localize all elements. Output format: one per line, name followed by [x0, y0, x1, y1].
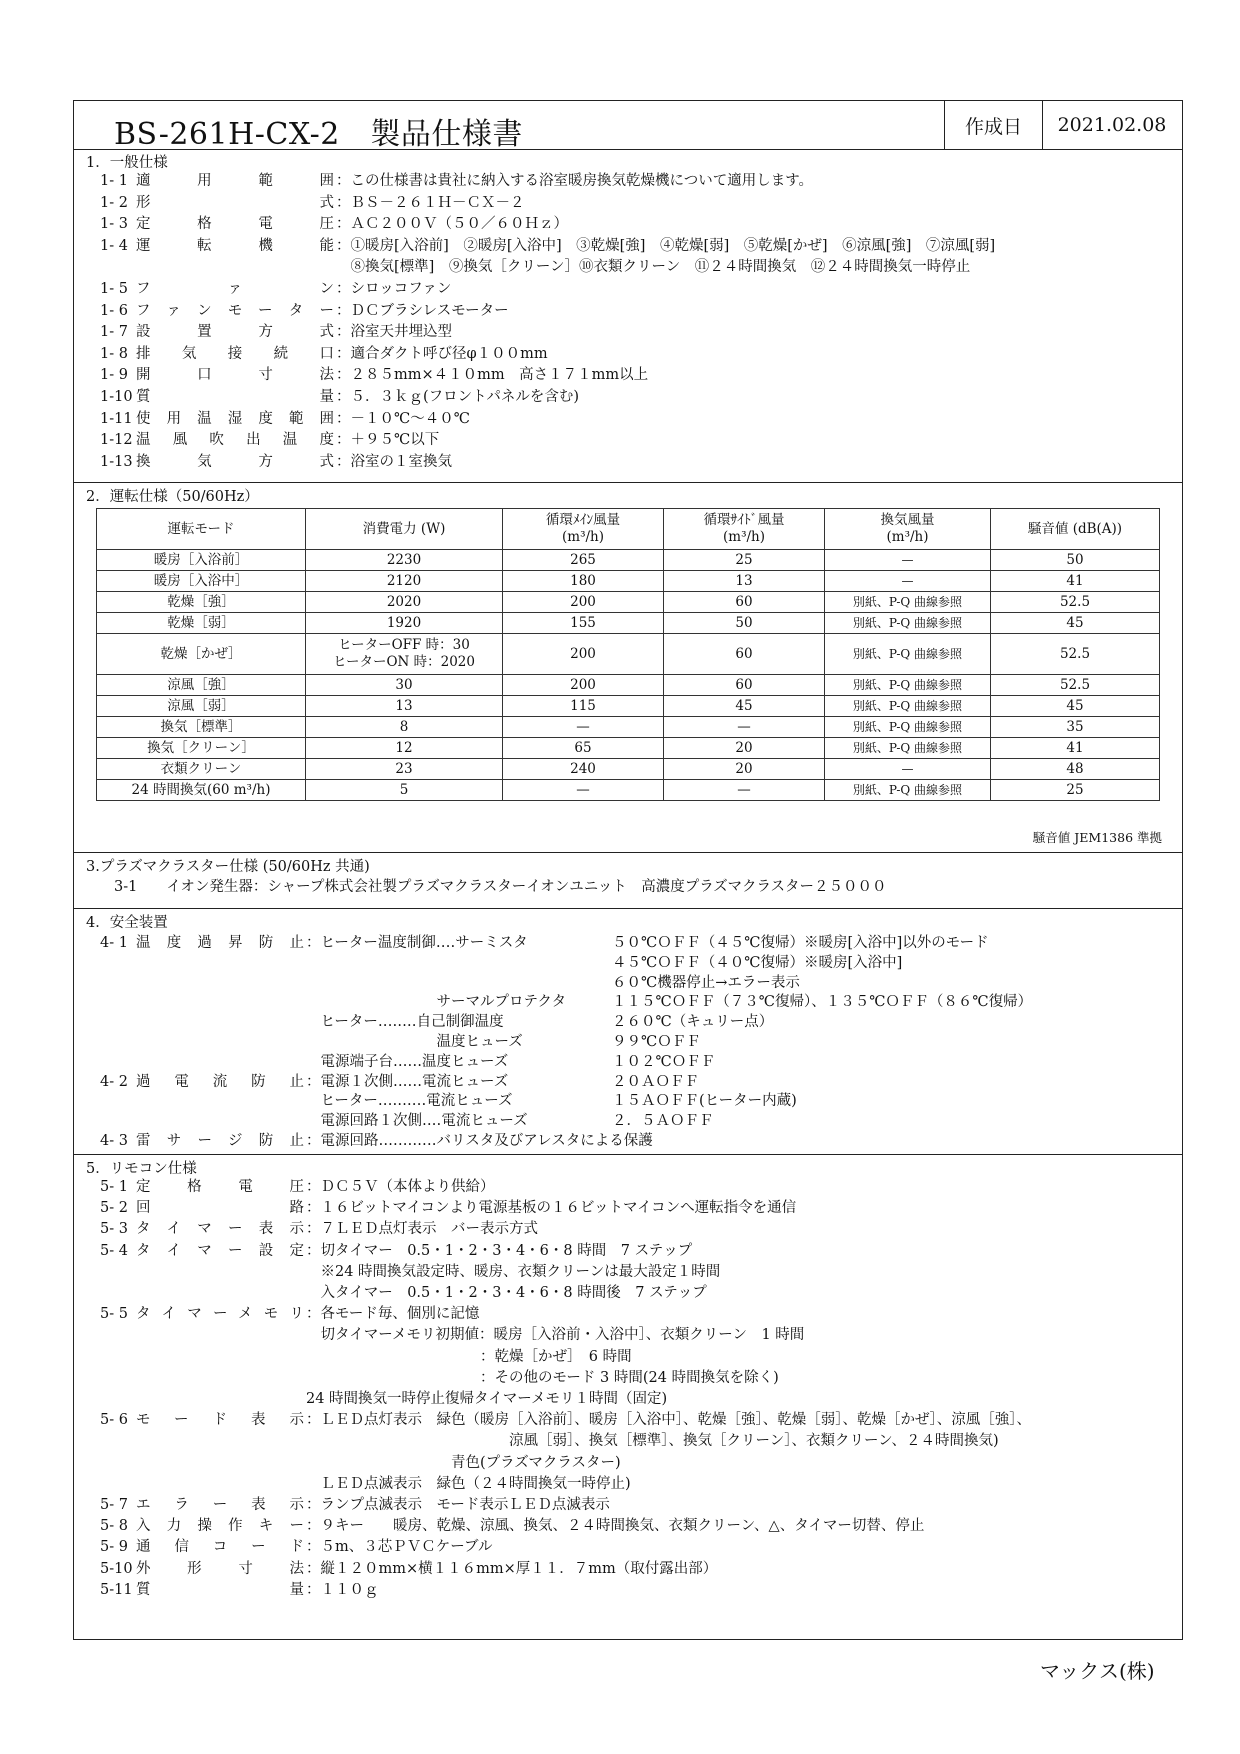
side-flow-cell: 50	[664, 613, 825, 634]
item-label: 温風吹出温度	[136, 432, 334, 449]
item-value: ：ＤＣ５Ｖ（本体より供給）	[306, 1179, 495, 1195]
main-flow-cell: 180	[503, 571, 664, 592]
item-label: 設置方式	[136, 324, 334, 341]
item-label: ファンモーター	[136, 302, 334, 319]
item-number: 4- 2	[100, 1073, 128, 1090]
item-value: ：各モード毎、個別に記憶	[306, 1306, 480, 1323]
item-label: 入力操作キー	[136, 1518, 304, 1535]
table-row	[97, 759, 1160, 780]
item-a: 電源回路１次側‥‥電流ヒューズ	[306, 1113, 528, 1130]
item-value: ：５m、３芯ＰＶＣケーブル	[306, 1539, 493, 1556]
noise-cell: 50	[991, 550, 1160, 571]
main-flow-cell: 200	[503, 592, 664, 613]
mode-cell: 暖房［入浴前］	[97, 550, 306, 571]
table-row	[97, 780, 1160, 801]
item-b: ５０℃ＯＦＦ（４５℃復帰）※暖房[入浴中]以外のモード	[612, 935, 989, 951]
main-flow-cell: 240	[503, 759, 664, 780]
spec-sheet-frame	[73, 100, 1183, 1640]
item-b: ２６０℃（キュリー点）	[612, 1014, 774, 1031]
item-label: 雷サージ防止	[136, 1133, 304, 1149]
main-flow-cell: 155	[503, 613, 664, 634]
item-a: ：ヒーター温度制御‥‥サーミスタ	[306, 935, 528, 951]
item-value: ：その他のモード 3 時間(24 時間換気を除く)	[306, 1369, 779, 1386]
power-cell: 13	[306, 696, 503, 717]
table-row	[97, 550, 1160, 571]
item-number: 1- 8	[100, 345, 128, 362]
item-value: 24 時間換気一時停止復帰タイマーメモリ１時間（固定)	[306, 1391, 668, 1407]
main-flow-cell: 200	[503, 675, 664, 696]
date-value: 2021.02.08	[1057, 114, 1167, 136]
item-number: 5- 1	[100, 1179, 128, 1195]
power-cell: 2120	[306, 571, 503, 592]
item-number: 5- 6	[100, 1412, 128, 1429]
table-row	[97, 696, 1160, 717]
mode-cell: 乾燥［強］	[97, 592, 306, 613]
col-vent-flow: 換気風量 (m³/h)	[825, 509, 991, 550]
side-flow-cell: 20	[664, 738, 825, 759]
item-label: 定格電圧	[136, 1179, 304, 1195]
power-cell: 1920	[306, 613, 503, 634]
vent-flow-cell: 別紙、P-Q 曲線参照	[825, 592, 991, 613]
power-cell: 30	[306, 675, 503, 696]
item-label: 開口寸法	[136, 367, 334, 384]
table-row	[97, 613, 1160, 634]
section-heading: 3.プラズマクラスター仕様 (50/60Hz 共通)	[86, 859, 370, 875]
item-value: ：浴室の１室換気	[336, 453, 452, 470]
noise-cell: 52.5	[991, 675, 1160, 696]
mode-cell: 涼風［強］	[97, 675, 306, 696]
noise-cell: 45	[991, 696, 1160, 717]
item-number: 5- 4	[100, 1242, 128, 1259]
item-b: ２．５ＡＯＦＦ	[612, 1113, 714, 1130]
item-value: ：①暖房[入浴前] ②暖房[入浴中] ③乾燥[強] ④乾燥[弱] ⑤乾燥[かぜ] ⑥涼風[強] ⑦涼風[弱]	[336, 237, 996, 254]
item-label: 外形寸法	[136, 1560, 304, 1577]
vent-flow-cell: —	[825, 759, 991, 780]
item-label: 質量	[136, 1581, 304, 1598]
ion-generator-line: 3-1 イオン発生器：シャープ株式会社製プラズマクラスターイオンユニット 高濃度プラズマクラスター２５０００	[114, 879, 887, 895]
item-label: ファン	[136, 281, 334, 297]
vent-flow-cell: —	[825, 571, 991, 592]
item-a: ヒーター‥‥‥‥自己制御温度	[306, 1014, 504, 1031]
noise-note: 騒音値 JEM1386 準拠	[1032, 830, 1162, 845]
item-a: 温度ヒューズ	[306, 1034, 523, 1050]
item-number: 1-13	[100, 453, 133, 470]
item-value: ：シロッコファン	[336, 281, 452, 297]
item-label: タイマーメモリ	[136, 1306, 304, 1323]
item-label: 運転機能	[136, 237, 334, 254]
item-number: 1-12	[100, 432, 133, 449]
item-value: ：ランプ点滅表示 モード表示ＬＥＤ点滅表示	[306, 1497, 610, 1513]
main-flow-cell: 65	[503, 738, 664, 759]
item-value: ＬＥＤ点滅表示 緑色（２４時間換気一時停止)	[306, 1475, 631, 1492]
vent-flow-cell: 別紙、P-Q 曲線参照	[825, 613, 991, 634]
header	[74, 101, 1182, 150]
item-a: サーマルプロテクタ	[306, 994, 567, 1011]
noise-cell: 48	[991, 759, 1160, 780]
vent-flow-cell: 別紙、P-Q 曲線参照	[825, 675, 991, 696]
side-flow-cell: 13	[664, 571, 825, 592]
item-label: 過電流防止	[136, 1073, 304, 1090]
noise-cell: 52.5	[991, 634, 1160, 675]
power-cell: 8	[306, 717, 503, 738]
power-cell: ヒーターOFF 時：30 ヒーターON 時：2020	[306, 634, 503, 675]
item-a: ヒーター‥‥‥‥‥電流ヒューズ	[306, 1093, 513, 1110]
item-number: 1- 6	[100, 302, 128, 319]
item-label: 質量	[136, 389, 334, 405]
mode-cell: 換気［標準］	[97, 717, 306, 738]
table-row	[97, 634, 1160, 675]
item-b: ２０ＡＯＦＦ	[612, 1073, 699, 1090]
mode-cell: 乾燥［弱］	[97, 613, 306, 634]
item-label: 適用範囲	[136, 173, 334, 189]
item-number: 5- 5	[100, 1306, 128, 1323]
item-number: 1-11	[100, 410, 133, 427]
item-value: ：２８５mm×４１０mm 高さ１７１mm以上	[336, 367, 649, 384]
section-heading: 5．リモコン仕様	[86, 1161, 197, 1177]
item-number: 5- 9	[100, 1539, 128, 1556]
vent-flow-cell: 別紙、P-Q 曲線参照	[825, 634, 991, 675]
item-number: 1- 3	[100, 216, 128, 233]
mode-cell: 暖房［入浴中］	[97, 571, 306, 592]
item-label: 使用温湿度範囲	[136, 410, 334, 427]
side-flow-cell: —	[664, 717, 825, 738]
power-cell: 2230	[306, 550, 503, 571]
item-value: 入タイマー 0.5・1・2・3・4・6・8 時間後 7 ステップ	[306, 1285, 707, 1301]
item-value: ：縦１２０mm×横１１６mm×厚１１．７mm（取付露出部）	[306, 1560, 718, 1577]
noise-cell: 25	[991, 780, 1160, 801]
item-label: 回路	[136, 1200, 304, 1217]
item-number: 1- 9	[100, 367, 128, 384]
side-flow-cell: 60	[664, 675, 825, 696]
item-label: タイマー表示	[136, 1221, 304, 1238]
item-number: 1- 7	[100, 324, 128, 341]
main-flow-cell: —	[503, 780, 664, 801]
item-number: 1-10	[100, 389, 133, 405]
mode-cell: 24 時間換気(60 m³/h)	[97, 780, 306, 801]
item-value: ※24 時間換気設定時、暖房、衣類クリーンは最大設定１時間	[306, 1263, 721, 1280]
item-b: ９９℃ＯＦＦ	[612, 1034, 701, 1050]
section-operation	[74, 483, 1182, 853]
table-row	[97, 738, 1160, 759]
item-number: 5-11	[100, 1581, 133, 1598]
item-number: 1- 5	[100, 281, 128, 297]
mode-cell: 換気［クリーン］	[97, 738, 306, 759]
item-b: ６０℃機器停止→エラー表示	[612, 974, 800, 991]
item-value: ：１１０ｇ	[306, 1581, 379, 1598]
item-a: ：電源回路‥‥‥‥‥‥バリスタ及びアレスタによる保護	[306, 1133, 653, 1149]
table-row	[97, 571, 1160, 592]
section-remote	[74, 1155, 1182, 1641]
item-number: 5- 7	[100, 1497, 128, 1513]
section-heading: 4．安全装置	[86, 915, 168, 931]
section-heading: 1．一般仕様	[86, 155, 168, 171]
main-flow-cell: 200	[503, 634, 664, 675]
power-cell: 5	[306, 780, 503, 801]
vent-flow-cell: 別紙、P-Q 曲線参照	[825, 738, 991, 759]
item-value: ：７ＬＥＤ点灯表示 バー表示方式	[306, 1221, 538, 1238]
vent-flow-cell: 別紙、P-Q 曲線参照	[825, 780, 991, 801]
side-flow-cell: 25	[664, 550, 825, 571]
main-flow-cell: 265	[503, 550, 664, 571]
power-cell: 23	[306, 759, 503, 780]
noise-cell: 35	[991, 717, 1160, 738]
mode-cell: 衣類クリーン	[97, 759, 306, 780]
item-label: タイマー設定	[136, 1242, 304, 1259]
section-general	[74, 149, 1182, 483]
table-row	[97, 675, 1160, 696]
vent-flow-cell: —	[825, 550, 991, 571]
item-value: ：ＤＣブラシレスモーター	[336, 302, 509, 319]
item-label: モード表示	[136, 1412, 304, 1429]
table-row	[97, 717, 1160, 738]
item-value: ：－１０℃～４０℃	[336, 410, 470, 427]
item-value: ：５．３ｋｇ(フロントパネルを含む)	[336, 389, 580, 405]
side-flow-cell: 60	[664, 634, 825, 675]
item-value: ：ＡＣ２００Ｖ（５０／６０Ｈｚ）	[336, 216, 568, 233]
item-label: 排気接続口	[136, 345, 334, 362]
item-b: ４５℃ＯＦＦ（４０℃復帰）※暖房[入浴中]	[612, 954, 903, 971]
operation-table	[96, 508, 1160, 801]
item-number: 1- 1	[100, 173, 128, 189]
item-b: １５ＡＯＦＦ(ヒーター内蔵)	[612, 1093, 797, 1110]
item-label: 換気方式	[136, 453, 334, 470]
mode-cell: 涼風［弱］	[97, 696, 306, 717]
item-a: ：電源１次側‥‥‥電流ヒューズ	[306, 1073, 509, 1090]
item-value: ：適合ダクト呼び径φ１００mm	[336, 345, 548, 362]
vent-flow-cell: 別紙、P-Q 曲線参照	[825, 696, 991, 717]
col-main-flow: 循環ﾒｲﾝ風量 (m³/h)	[503, 509, 664, 550]
item-value: ：浴室天井埋込型	[336, 324, 452, 341]
mode-cell: 乾燥［かぜ］	[97, 634, 306, 675]
item-label: 形式	[136, 194, 334, 211]
document-title: BS-261H-CX-2 製品仕様書	[114, 117, 523, 152]
side-flow-cell: 45	[664, 696, 825, 717]
table-header-row	[97, 509, 1160, 550]
item-number: 5- 8	[100, 1518, 128, 1535]
col-power: 消費電力 (W)	[306, 509, 503, 550]
item-label: 温度過昇防止	[136, 935, 304, 951]
item-value: ：切タイマー 0.5・1・2・3・4・6・8 時間 7 ステップ	[306, 1242, 693, 1259]
item-number: 4- 1	[100, 935, 128, 951]
item-value: ⑧換気[標準] ⑨換気［クリーン］⑩衣類クリーン ⑪２４時間換気 ⑫２４時間換気一時停止	[336, 259, 971, 276]
item-b: １１５℃ＯＦＦ（７３℃復帰）、１３５℃ＯＦＦ（８６℃復帰）	[612, 994, 1033, 1011]
noise-cell: 45	[991, 613, 1160, 634]
noise-cell: 41	[991, 738, 1160, 759]
item-value: ：９キー 暖房、乾燥、涼風、換気、２４時間換気、衣類クリーン、△、タイマー切替、停止	[306, 1518, 925, 1535]
side-flow-cell: —	[664, 780, 825, 801]
item-value: 切タイマーメモリ初期値：暖房［入浴前・入浴中］、衣類クリーン 1 時間	[306, 1327, 805, 1344]
item-number: 5- 3	[100, 1221, 128, 1238]
date-label: 作成日	[944, 101, 1043, 149]
col-noise: 騒音値 (dB(A))	[991, 509, 1160, 550]
item-value: ：＋９５℃以下	[336, 432, 440, 449]
vent-flow-cell: 別紙、P-Q 曲線参照	[825, 717, 991, 738]
item-value: ：１６ビットマイコンより電源基板の１６ビットマイコンへ運転指令を通信	[306, 1200, 797, 1217]
col-mode: 運転モード	[97, 509, 306, 550]
main-flow-cell: 115	[503, 696, 664, 717]
section-heading: 2．運転仕様（50/60Hz）	[86, 489, 259, 505]
section-plasmacluster	[74, 853, 1182, 909]
item-label: 定格電圧	[136, 216, 334, 233]
item-a: 電源端子台‥‥‥温度ヒューズ	[306, 1053, 509, 1070]
table-row	[97, 592, 1160, 613]
item-value: ：この仕様書は貴社に納入する浴室暖房換気乾燥機について適用します。	[336, 173, 814, 189]
side-flow-cell: 20	[664, 759, 825, 780]
noise-cell: 52.5	[991, 592, 1160, 613]
company-name: マックス(株)	[1040, 1659, 1155, 1683]
item-label: エラー表示	[136, 1497, 304, 1513]
item-number: 1- 4	[100, 237, 128, 254]
item-value: 青色(プラズマクラスター)	[306, 1454, 621, 1471]
power-cell: 2020	[306, 592, 503, 613]
item-value: 涼風［弱］、換気［標準］、換気［クリーン］、衣類クリーン、２４時間換気)	[306, 1433, 999, 1450]
section-safety	[74, 909, 1182, 1155]
item-value: ：乾燥［かぜ］ 6 時間	[306, 1348, 632, 1365]
item-number: 5-10	[100, 1560, 133, 1577]
item-value: ：ＬＥＤ点灯表示 緑色（暖房［入浴前］、暖房［入浴中］、乾燥［強］、乾燥［弱］、乾燥［かぜ］、涼風［強］、	[306, 1412, 1031, 1429]
side-flow-cell: 60	[664, 592, 825, 613]
item-value: ：ＢＳ－２６１Ｈ－ＣＸ－２	[336, 194, 525, 211]
item-number: 5- 2	[100, 1200, 128, 1217]
item-number: 1- 2	[100, 194, 128, 211]
power-cell: 12	[306, 738, 503, 759]
item-label: 通信コード	[136, 1539, 304, 1556]
item-b: １０２℃ＯＦＦ	[612, 1053, 716, 1070]
col-side-flow: 循環ｻｲﾄﾞ風量 (m³/h)	[664, 509, 825, 550]
noise-cell: 41	[991, 571, 1160, 592]
item-number: 4- 3	[100, 1133, 128, 1149]
main-flow-cell: —	[503, 717, 664, 738]
